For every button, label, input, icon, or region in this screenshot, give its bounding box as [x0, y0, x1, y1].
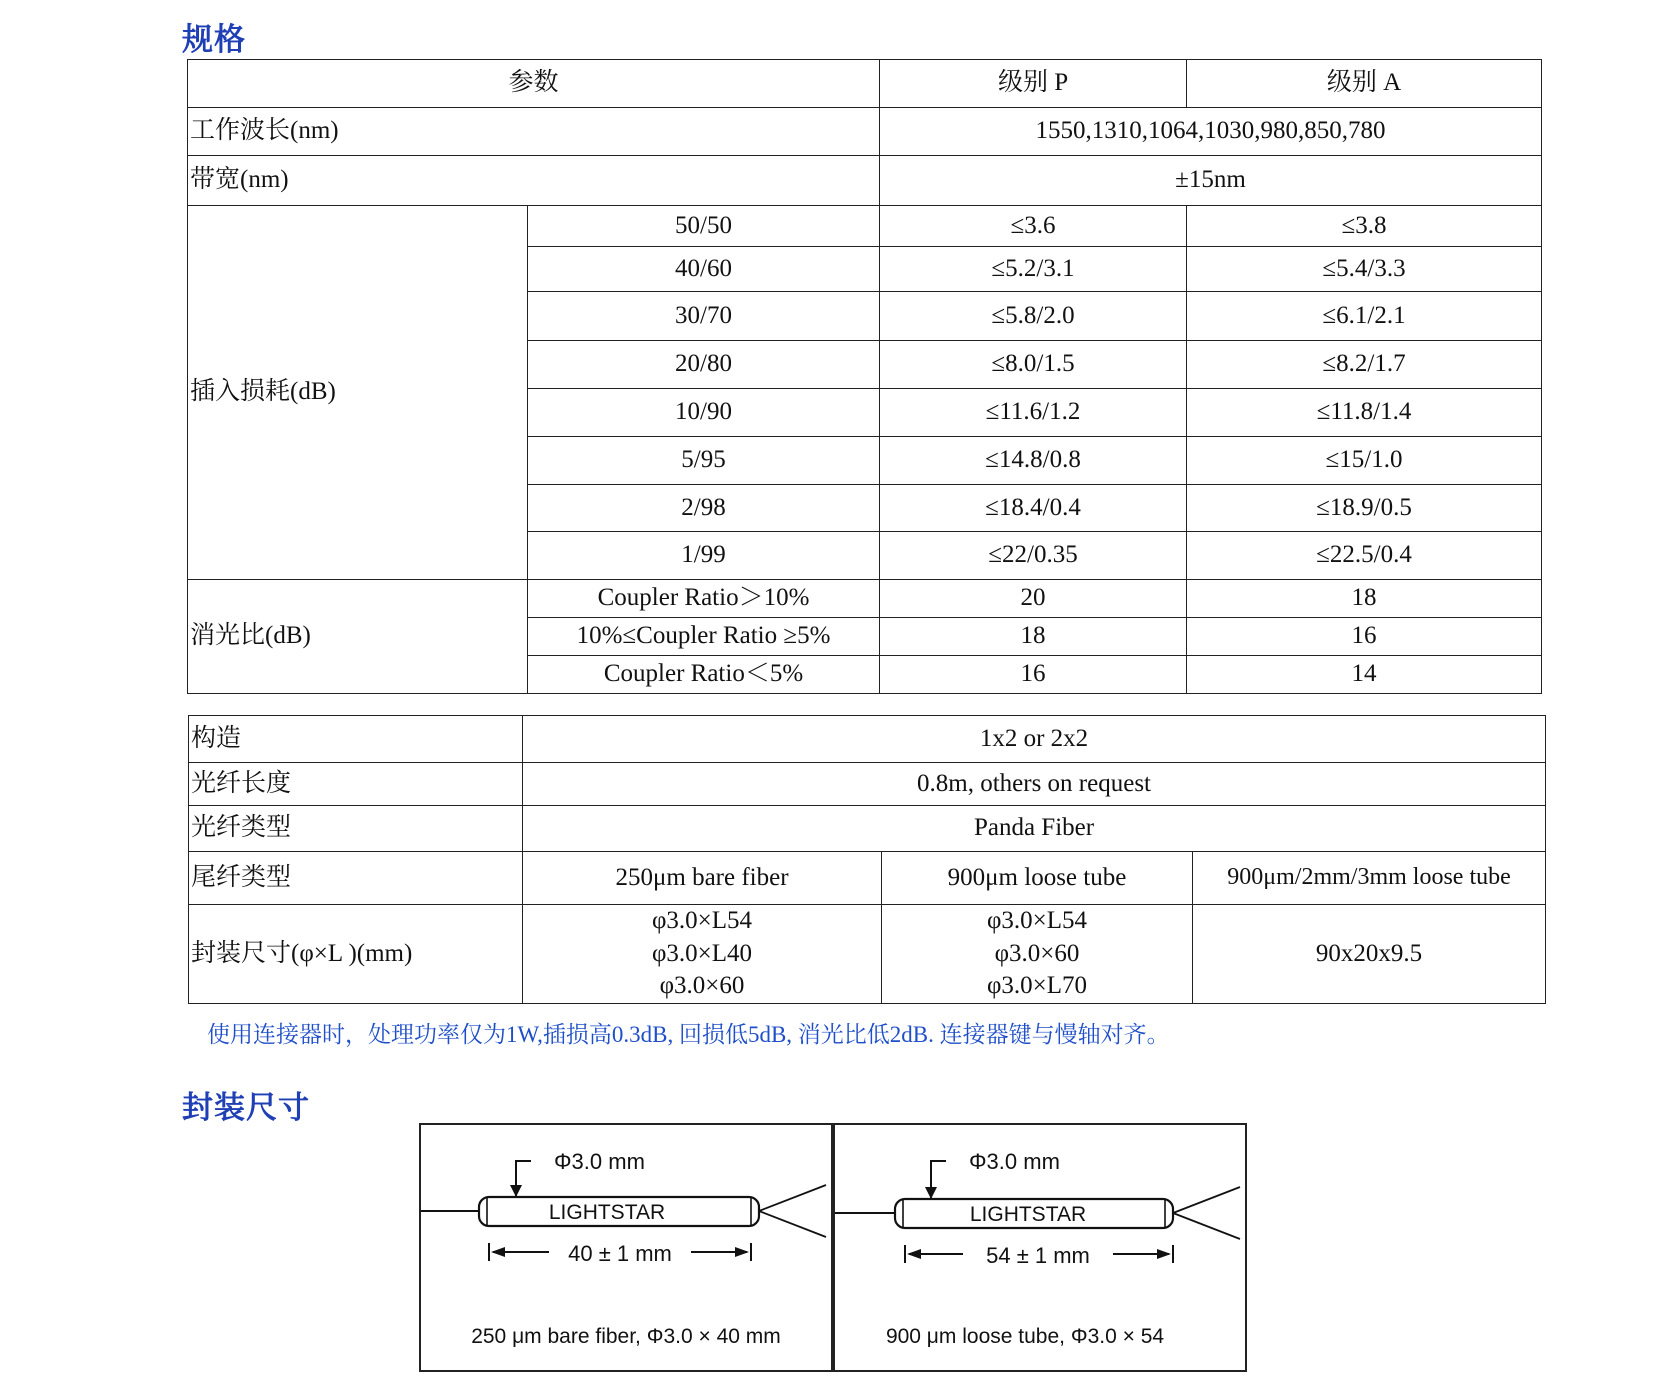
il-p: ≤11.6/1.2 — [880, 389, 1187, 437]
param-header: 参数 — [188, 60, 880, 108]
il-p: ≤14.8/0.8 — [880, 437, 1187, 485]
package-heading: 封装尺寸 — [182, 1090, 310, 1126]
il-ratio: 30/70 — [528, 292, 880, 341]
arrow-right-icon — [1157, 1249, 1171, 1259]
fiber-split-line — [759, 1185, 826, 1211]
pigtail-type-value: 900μm loose tube — [882, 852, 1193, 905]
brand-label: LIGHTSTAR — [548, 1201, 666, 1224]
grade-a-header: 级别 A — [1187, 60, 1542, 108]
il-a: ≤5.4/3.3 — [1187, 247, 1542, 292]
wavelength-row — [188, 108, 1542, 156]
arrow-right-icon — [735, 1247, 749, 1257]
arrow-left-icon — [491, 1247, 505, 1257]
bandwidth-label: 带宽(nm) — [188, 156, 880, 206]
il-a: ≤11.8/1.4 — [1187, 389, 1542, 437]
er-row — [188, 580, 1542, 618]
arrow-left-icon — [907, 1249, 921, 1259]
bandwidth-row — [188, 156, 1542, 206]
wavelength-label: 工作波长(nm) — [188, 108, 880, 156]
figure-caption: 900 μm loose tube, Φ3.0 × 54 — [885, 1325, 1165, 1348]
package-drawing-54mm — [833, 1123, 1247, 1372]
il-ratio: 2/98 — [528, 485, 880, 532]
config-table — [188, 715, 1546, 1004]
il-a: ≤8.2/1.7 — [1187, 341, 1542, 389]
package-size-label: 封装尺寸(φ×L )(mm) — [189, 905, 523, 1004]
er-condition: Coupler Ratio＜5% — [528, 656, 880, 694]
er-a: 14 — [1187, 656, 1542, 694]
fiber-length-label: 光纤长度 — [189, 763, 523, 806]
spec-header-row — [188, 60, 1542, 108]
insertion-loss-label: 插入损耗(dB) — [188, 206, 528, 580]
structure-value: 1x2 or 2x2 — [523, 716, 1546, 763]
fiber-split-line — [1173, 1187, 1240, 1213]
package-size-col3: 90x20x9.5 — [1193, 905, 1546, 1004]
il-p: ≤22/0.35 — [880, 532, 1187, 580]
il-p: ≤5.8/2.0 — [880, 292, 1187, 341]
er-condition: Coupler Ratio＞10% — [528, 580, 880, 618]
il-ratio: 50/50 — [528, 206, 880, 247]
figure-caption: 250 μm bare fiber, Φ3.0 × 40 mm — [471, 1325, 781, 1348]
arrow-head-icon — [510, 1185, 522, 1197]
structure-row — [189, 716, 1546, 763]
il-ratio: 10/90 — [528, 389, 880, 437]
il-p: ≤18.4/0.4 — [880, 485, 1187, 532]
il-ratio: 1/99 — [528, 532, 880, 580]
connector-note: 使用连接器时，处理功率仅为1W,插损高0.3dB, 回损低5dB, 消光比低2dB. 连接器键与慢轴对齐。 — [207, 1022, 1170, 1047]
il-a: ≤15/1.0 — [1187, 437, 1542, 485]
fiber-split-line — [1173, 1213, 1240, 1239]
diameter-label: Φ3.0 mm — [969, 1149, 1060, 1174]
er-condition: 10%≤Coupler Ratio ≥5% — [528, 618, 880, 656]
structure-label: 构造 — [189, 716, 523, 763]
diameter-label: Φ3.0 mm — [554, 1149, 645, 1174]
package-size-item: φ3.0×L54 — [986, 907, 1088, 934]
wavelength-value: 1550,1310,1064,1030,980,850,780 — [880, 108, 1542, 156]
il-ratio: 40/60 — [528, 247, 880, 292]
il-ratio: 20/80 — [528, 341, 880, 389]
fiber-type-label: 光纤类型 — [189, 806, 523, 852]
package-drawing-40mm — [419, 1123, 833, 1372]
package-size-item: φ3.0×60 — [659, 972, 745, 999]
package-size-col2 — [882, 905, 1193, 1004]
il-p: ≤5.2/3.1 — [880, 247, 1187, 292]
package-drawing-svg — [421, 1125, 831, 1370]
il-ratio: 5/95 — [528, 437, 880, 485]
pigtail-type-value: 250μm bare fiber — [523, 852, 882, 905]
package-size-item: φ3.0×60 — [994, 939, 1080, 967]
il-p: ≤3.6 — [880, 206, 1187, 247]
er-p: 16 — [880, 656, 1187, 694]
pigtail-type-label: 尾纤类型 — [189, 852, 523, 905]
il-row — [188, 206, 1542, 247]
il-a: ≤6.1/2.1 — [1187, 292, 1542, 341]
package-size-col1 — [523, 905, 882, 1004]
il-a: ≤22.5/0.4 — [1187, 532, 1542, 580]
er-a: 18 — [1187, 580, 1542, 618]
fiber-type-row — [189, 806, 1546, 852]
er-p: 18 — [880, 618, 1187, 656]
length-label: 40 ± 1 mm — [568, 1241, 672, 1266]
fiber-length-value: 0.8m, others on request — [523, 763, 1546, 806]
package-size-row — [189, 905, 1546, 1004]
il-a: ≤3.8 — [1187, 206, 1542, 247]
il-p: ≤8.0/1.5 — [880, 341, 1187, 389]
fiber-length-row — [189, 763, 1546, 806]
er-a: 16 — [1187, 618, 1542, 656]
fiber-split-line — [759, 1211, 826, 1237]
spec-heading: 规格 — [182, 22, 246, 58]
package-drawing-svg — [835, 1125, 1245, 1370]
grade-p-header: 级别 P — [880, 60, 1187, 108]
brand-label: LIGHTSTAR — [969, 1203, 1087, 1226]
length-label: 54 ± 1 mm — [986, 1243, 1090, 1268]
extinction-ratio-label: 消光比(dB) — [188, 580, 528, 694]
package-size-item: φ3.0×L40 — [651, 939, 753, 967]
arrow-head-icon — [925, 1187, 937, 1199]
il-a: ≤18.9/0.5 — [1187, 485, 1542, 532]
package-size-item: φ3.0×L54 — [651, 907, 753, 934]
pigtail-type-value: 900μm/2mm/3mm loose tube — [1193, 852, 1546, 905]
spec-table — [187, 59, 1542, 694]
pigtail-type-row — [189, 852, 1546, 905]
bandwidth-value: ±15nm — [880, 156, 1542, 206]
er-p: 20 — [880, 580, 1187, 618]
package-size-item: φ3.0×L70 — [986, 972, 1088, 999]
fiber-type-value: Panda Fiber — [523, 806, 1546, 852]
